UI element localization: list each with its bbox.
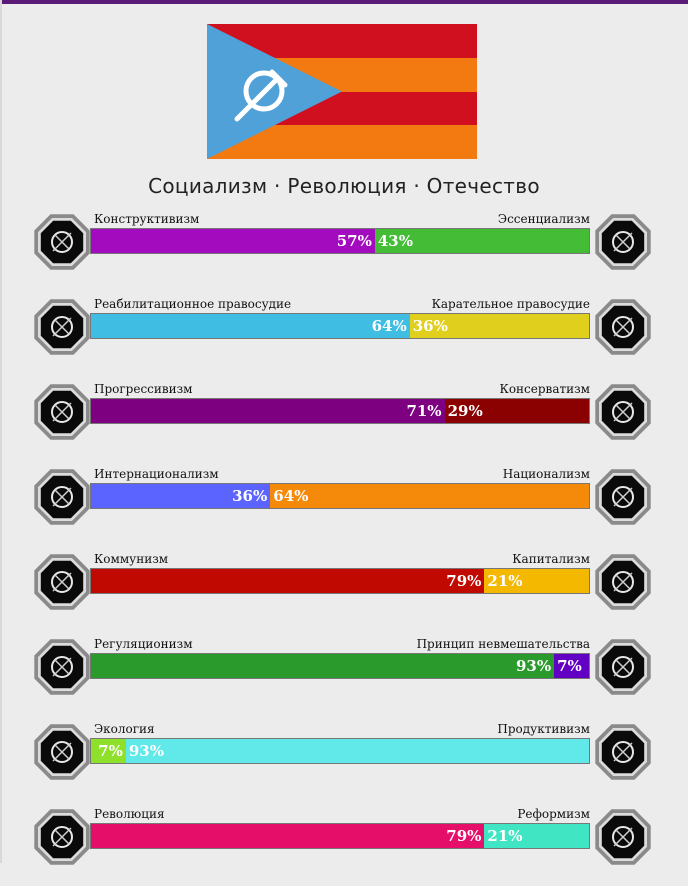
axis-right-percent: 21%	[487, 572, 523, 590]
axes-list	[0, 206, 688, 886]
axis-right-segment	[410, 314, 589, 338]
axis-bar	[90, 738, 590, 764]
axis-bar	[90, 313, 590, 339]
axis-bar	[90, 228, 590, 254]
axis-row	[0, 291, 688, 376]
axis-right-percent: 7%	[557, 657, 582, 675]
conservatism-icon	[592, 381, 654, 443]
revolution-icon	[31, 806, 93, 868]
axis-left-segment	[91, 399, 445, 423]
motto: Социализм · Революция · Отечество	[148, 174, 540, 198]
axis-bar	[90, 568, 590, 594]
factory-gear-icon	[592, 721, 654, 783]
axis-right-label: Консерватизм	[499, 382, 590, 396]
ecology-icon	[31, 721, 93, 783]
axis-left-percent: 71%	[406, 402, 442, 420]
essentialism-icon	[592, 211, 654, 273]
flag-icon	[207, 24, 477, 159]
axis-left-label: Интернационализм	[94, 467, 219, 481]
axis-left-percent: 36%	[232, 487, 268, 505]
flag-wave-icon	[592, 466, 654, 528]
axis-right-segment	[270, 484, 589, 508]
constructivism-icon	[31, 211, 93, 273]
top-accent-line	[0, 0, 688, 4]
axis-left-percent: 79%	[446, 827, 482, 845]
reformism-icon	[592, 806, 654, 868]
axis-row	[0, 631, 688, 716]
axis-row	[0, 206, 688, 291]
prison-bars-icon	[592, 296, 654, 358]
axis-left-label: Реабилитационное правосудие	[94, 297, 292, 311]
ruler-icon	[31, 636, 93, 698]
axis-left-segment	[91, 824, 484, 848]
axis-left-percent: 57%	[336, 232, 372, 250]
axis-left-percent: 93%	[515, 657, 552, 675]
axis-row	[0, 801, 688, 886]
axis-right-label: Реформизм	[517, 807, 590, 821]
axis-row	[0, 461, 688, 546]
axis-left-segment	[91, 654, 554, 678]
axis-bar	[90, 483, 590, 509]
axis-left-segment	[91, 484, 270, 508]
axis-left-percent: 7%	[98, 742, 123, 760]
axis-right-label: Принцип невмешательства	[416, 637, 590, 651]
axis-right-segment	[484, 569, 589, 593]
axis-right-segment	[126, 739, 589, 763]
money-bag-icon	[592, 551, 654, 613]
axis-left-percent: 79%	[446, 572, 482, 590]
axis-right-segment	[445, 399, 589, 423]
axis-bar	[90, 398, 590, 424]
butterfly-icon	[592, 636, 654, 698]
axis-left-segment	[91, 314, 410, 338]
axis-left-segment	[91, 229, 375, 253]
progressivism-icon	[31, 381, 93, 443]
axis-left-segment	[91, 569, 484, 593]
axis-left-label: Коммунизм	[94, 552, 169, 566]
axis-left-label: Революция	[94, 807, 165, 821]
axis-bar	[90, 653, 590, 679]
axis-left-percent: 64%	[371, 317, 407, 335]
hammer-sickle-icon	[31, 551, 93, 613]
axis-right-label: Капитализм	[512, 552, 590, 566]
axis-right-label: Национализм	[502, 467, 590, 481]
axis-right-segment	[554, 654, 589, 678]
axis-left-label: Регуляционизм	[94, 637, 193, 651]
axis-bar	[90, 823, 590, 849]
axis-left-label: Прогрессивизм	[94, 382, 193, 396]
axis-right-label: Продуктивизм	[497, 722, 590, 736]
axis-row	[0, 376, 688, 461]
axis-right-segment	[484, 824, 589, 848]
axis-left-segment	[91, 739, 126, 763]
axis-right-percent: 43%	[377, 232, 413, 250]
axis-left-label: Конструктивизм	[94, 212, 200, 226]
axis-right-label: Карательное правосудие	[431, 297, 590, 311]
axis-right-percent: 21%	[487, 827, 523, 845]
axis-right-percent: 29%	[447, 402, 483, 420]
handshake-icon	[31, 296, 93, 358]
axis-right-percent: 64%	[273, 487, 309, 505]
axis-right-percent: 36%	[412, 317, 448, 335]
axis-row	[0, 546, 688, 631]
globe-icon	[31, 466, 93, 528]
axis-right-segment	[375, 229, 589, 253]
axis-right-label: Эссенциализм	[497, 212, 590, 226]
axis-right-percent: 93%	[128, 742, 164, 760]
axis-left-label: Экология	[94, 722, 155, 736]
axis-row	[0, 716, 688, 801]
